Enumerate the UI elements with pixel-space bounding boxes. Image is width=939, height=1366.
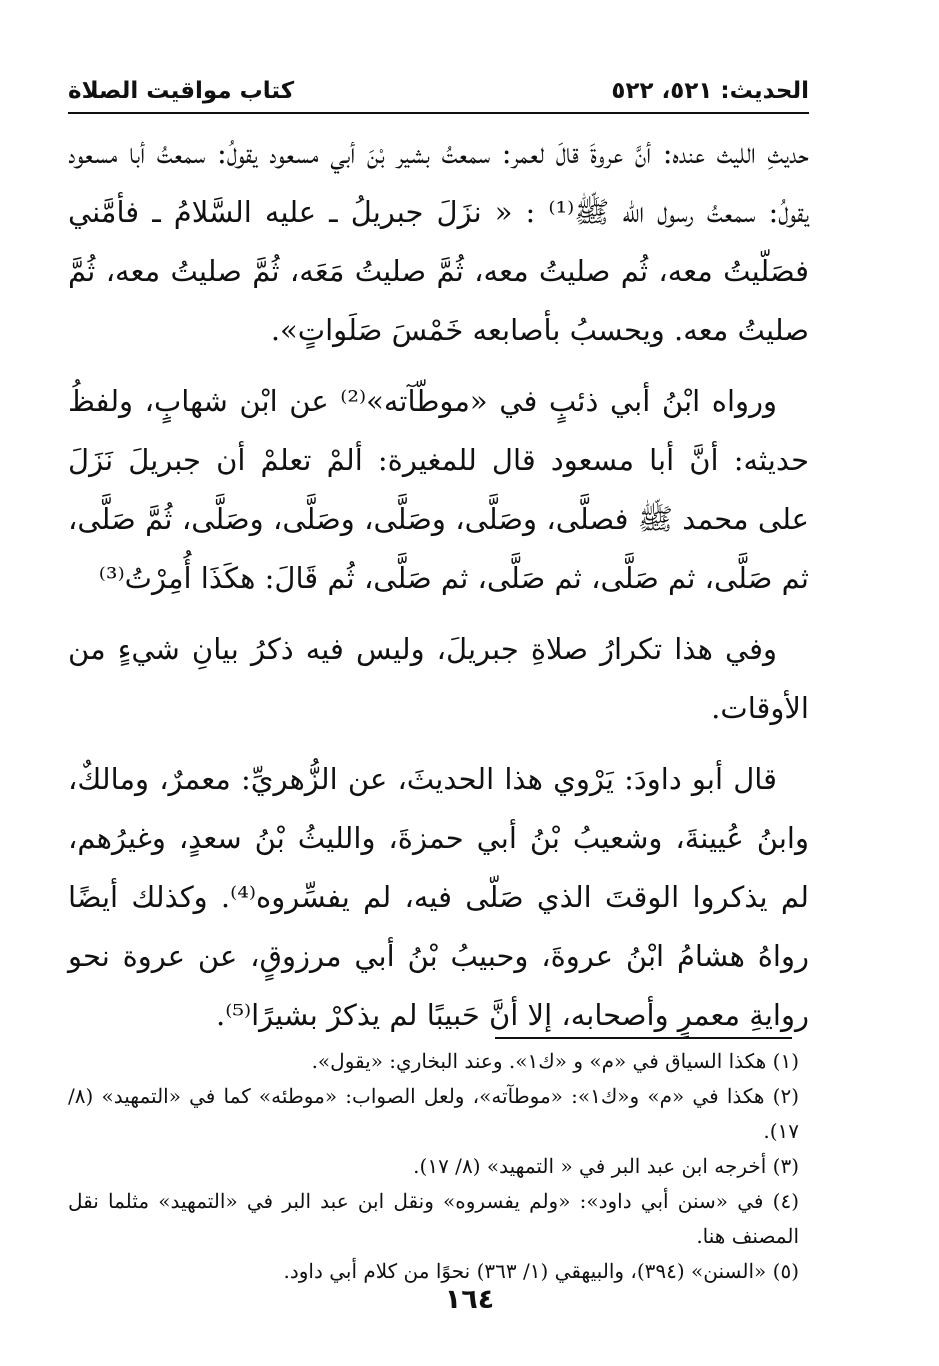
footnotes	[68, 1044, 799, 1289]
paragraph: وفي هذا تكرارُ صلاةِ جبريلَ، وليس فيه ذكرُ بيانِ شيءٍ من الأوقات.	[68, 632, 809, 725]
header-book-title: كتاب مواقيت الصلاة	[68, 78, 295, 104]
paragraph: حديثِ الليث عنده: أنَّ عروةَ قالَ لعمر: سمعتُ بشير بْنَ أبي مسعود يقولُ: سمعتُ أبا مسعود يقولُ: سمعتُ رسول الله ﷺ⁽¹⁾ : « نزَلَ جبريلُ ـ عليه السَّلامُ ـ فأمَّني فصَلّيتُ معه، ثُم صليتُ معه، ثُمَّ صليتُ مَعَه، ثُمَّ صليتُ معه، ثُمَّ صليتُ معه. ويحسبُ بأصابعه خَمْسَ صَلَواتٍ».	[68, 136, 810, 347]
footnote: (٥) «السنن» (٣٩٤)، والبيهقي (١/ ٣٦٣) نحوًا من كلام أبي داود.	[283, 1259, 799, 1283]
footnote: (٣) أخرجه ابن عبد البر في « التمهيد» (٨/ ١٧).	[413, 1154, 799, 1178]
paragraph: ورواه ابْنُ أبي ذئبٍ في «موطّآته»⁽²⁾ عن ابْن شهابٍ، ولفظُ حديثه: أنَّ أبا مسعود قال للمغيرة: ألمْ تعلمْ أن جبريلَ نَزَلَ على محمد ﷺ فصلَّى، وصَلَّى، وصَلَّى، وصَلَّى، وصَلَّى، ثُمَّ صَلَّى، ثم صَلَّى، ثم صَلَّى، ثم صَلَّى، ثم صَلَّى، ثُم قَالَ: هكَذَا أُمِرْتُ⁽³⁾	[68, 384, 809, 595]
running-header	[68, 66, 809, 106]
paragraph: قال أبو داودَ: يَرْوي هذا الحديثَ، عن الزُّهريِّ: معمرٌ، ومالكٌ، وابنُ عُيينةَ، وشعيبُ بْنُ أبي حمزةَ، والليثُ بْنُ سعدٍ، وغيرُهم، لم يذكروا الوقتَ الذي صَلّى فيه، لم يفسِّروه⁽⁴⁾. وكذلك أيضًا رواهُ هشامُ ابْنُ عروةَ، وحبيبُ بْنُ أبي مرزوقٍ، عن عروة نحو روايةِ معمرٍ وأصحابه، إلا أنَّ حَبيبًا لم يذكرْ بشيرًا⁽⁵⁾.	[68, 762, 810, 1032]
footnote: (٤) في «سنن أبي داود»: «ولم يفسروه» ونقل ابن عبد البر في «التمهيد» مثلما نقل المصنف هنا.	[68, 1189, 799, 1248]
header-divider	[68, 112, 809, 114]
header-hadith-numbers: الحديث: ٥٢١، ٥٢٢	[611, 78, 809, 104]
footnote: (١) هكذا السياق في «م» و «ك١». وعند البخاري: «يقول».	[311, 1049, 799, 1073]
footnote: (٢) هكذا في «م» و«ك١»: «موطآته»، ولعل الصواب: «موطئه» كما في «التمهيد» (٨/ ١٧).	[68, 1084, 800, 1143]
main-text	[68, 124, 809, 1057]
footnote-divider	[495, 1037, 792, 1039]
page-number: ١٦٤	[444, 1284, 495, 1315]
